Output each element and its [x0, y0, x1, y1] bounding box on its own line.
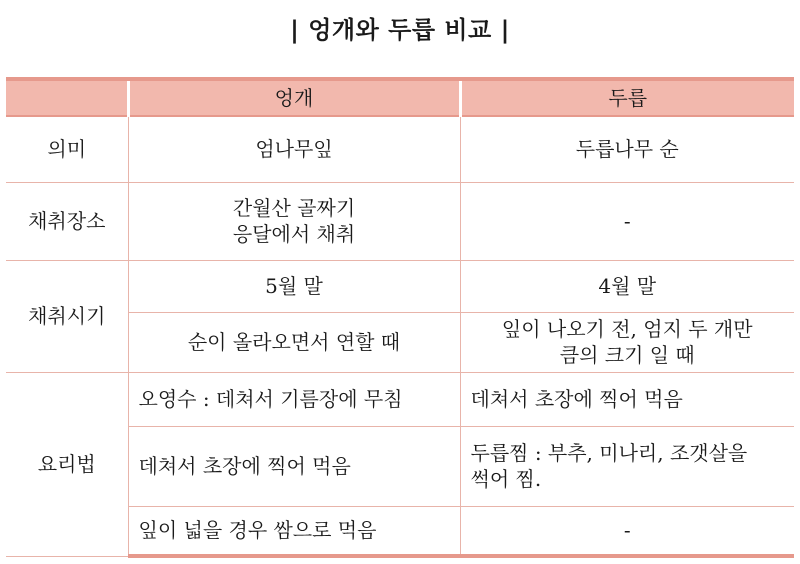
cell-eonggae-time-2: 순이 올라오면서 연할 때: [128, 312, 460, 372]
header-dureup: 두릅: [460, 79, 794, 116]
cell-line: 두릅찜 : 부추, 미나리, 조갯살을: [470, 441, 748, 465]
row-label-time: 채취시기: [6, 260, 128, 372]
comparison-table: [6, 77, 794, 558]
row-label-cooking: 요리법: [6, 372, 128, 556]
cell-dureup-cooking-3: -: [460, 506, 794, 556]
header-eonggae: 엉개: [128, 79, 460, 116]
table-row: [6, 372, 794, 426]
row-label-place: 채취장소: [6, 182, 128, 260]
cell-eonggae-place: [128, 182, 460, 260]
cell-dureup-place: -: [460, 182, 794, 260]
page-title: | 엉개와 두릅 비교 |: [290, 16, 510, 44]
table-row: [6, 116, 794, 182]
cell-eonggae-meaning: 엄나무잎: [128, 116, 460, 182]
cell-line: 간월산 골짜기: [232, 196, 356, 220]
table-row: [6, 260, 794, 312]
cell-line: 응달에서 채취: [232, 222, 356, 246]
cell-dureup-cooking-1: 데쳐서 초장에 찍어 먹음: [460, 372, 794, 426]
cell-dureup-cooking-2: [460, 426, 794, 506]
cell-eonggae-cooking-1: 오영수 : 데쳐서 기름장에 무침: [128, 372, 460, 426]
header-empty: [6, 79, 128, 116]
cell-eonggae-time-1: 5월 말: [128, 260, 460, 312]
table-row: [6, 182, 794, 260]
header-row: [6, 79, 794, 116]
cell-dureup-meaning: 두릅나무 순: [460, 116, 794, 182]
cell-line: 잎이 나오기 전, 엄지 두 개만: [501, 317, 753, 341]
row-label-meaning: 의미: [6, 116, 128, 182]
cell-eonggae-cooking-2: 데쳐서 초장에 찍어 먹음: [128, 426, 460, 506]
cell-eonggae-cooking-3: 잎이 넓을 경우 쌈으로 먹음: [128, 506, 460, 556]
cell-line: 큼의 크기 일 때: [559, 343, 695, 367]
cell-dureup-time-2: [460, 312, 794, 372]
cell-dureup-time-1: 4월 말: [460, 260, 794, 312]
cell-line: 썩어 찜.: [470, 467, 542, 491]
